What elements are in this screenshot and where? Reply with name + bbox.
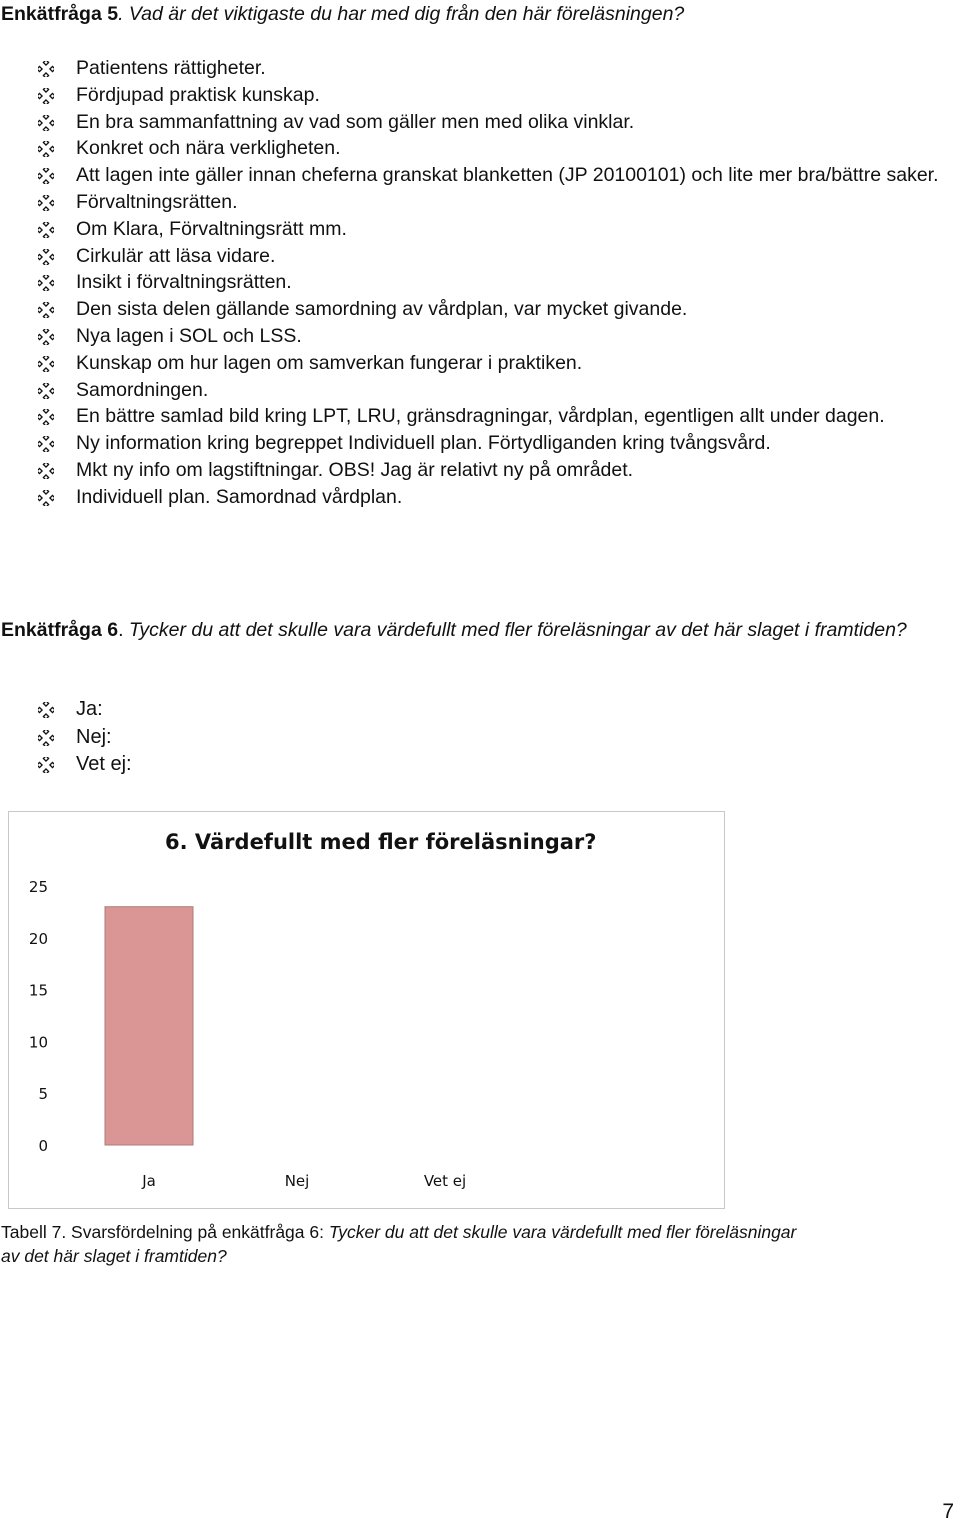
- item-text: Vet ej:: [76, 753, 132, 775]
- y-tick-label: 15: [28, 981, 48, 1000]
- item-text: Cirkulär att läsa vidare.: [76, 244, 276, 267]
- item-text: Förvaltningsrätten.: [76, 190, 238, 213]
- caption-label: Tabell 7. Svarsfördelning på enkätfråga 6:: [1, 1222, 329, 1242]
- chart-title: 6. Värdefullt med fler föreläsningar?: [165, 830, 597, 854]
- y-tick-label: 10: [28, 1033, 48, 1052]
- bar-ja: [105, 907, 193, 1145]
- item-text: Fördjupad praktisk kunskap.: [76, 83, 320, 106]
- item-text: Ny information kring begreppet Individuell plan. Förtydliganden kring tvångsvård.: [76, 432, 771, 455]
- item-text: Att lagen inte gäller innan cheferna granskat blanketten (JP 20100101) och lite mer bra/bättre saker.: [76, 164, 939, 187]
- question-5-label: Enkätfråga 5: [1, 3, 119, 25]
- question-6-separator: .: [118, 619, 129, 641]
- table-caption: [1, 1220, 801, 1268]
- item-text: Ja:: [76, 698, 103, 720]
- item-text: Kunskap om hur lagen om samverkan fungerar i praktiken.: [76, 351, 583, 374]
- item-text: En bättre samlad bild kring LPT, LRU, gränsdragningar, vårdplan, egentligen allt under dagen.: [76, 405, 885, 428]
- x-category-label: Nej: [284, 1172, 310, 1190]
- item-text: En bra sammanfattning av vad som gäller men med olika vinklar.: [76, 110, 635, 133]
- item-text: Nej:: [76, 725, 112, 748]
- y-tick-label: 0: [38, 1137, 48, 1155]
- caption-question: Tycker du att det skulle vara värdefullt med fler föreläsningar av det här slaget i framtiden?: [1, 1222, 797, 1266]
- question-5-text: . Vad är det viktigaste du har med dig från den här föreläsningen?: [118, 3, 685, 25]
- item-text: Insikt i förvaltningsrätten.: [76, 271, 292, 294]
- item-text: Samordningen.: [76, 378, 209, 401]
- y-tick-label: 5: [38, 1085, 48, 1104]
- item-text: Den sista delen gällande samordning av vårdplan, var mycket givande.: [76, 298, 688, 321]
- item-text: Konkret och nära verkligheten.: [76, 137, 341, 160]
- y-tick-label: 20: [28, 929, 48, 948]
- question-6-label: Enkätfråga 6: [1, 619, 119, 641]
- item-text: Nya lagen i SOL och LSS.: [76, 324, 302, 347]
- page-number: 7: [942, 1500, 954, 1523]
- item-text: Om Klara, Förvaltningsrätt mm.: [76, 217, 347, 240]
- x-category-label: Vet ej: [423, 1172, 467, 1190]
- y-tick-label: 25: [28, 878, 48, 896]
- item-text: Individuell plan. Samordnad vårdplan.: [76, 485, 403, 508]
- item-text: Mkt ny info om lagstiftningar. OBS! Jag är relativt ny på området.: [76, 458, 634, 481]
- item-text: Patientens rättigheter.: [76, 57, 266, 79]
- x-category-label: Ja: [142, 1172, 156, 1190]
- question-6-text: Tycker du att det skulle vara värdefullt med fler föreläsningar av det här slaget i framtiden?: [128, 619, 907, 641]
